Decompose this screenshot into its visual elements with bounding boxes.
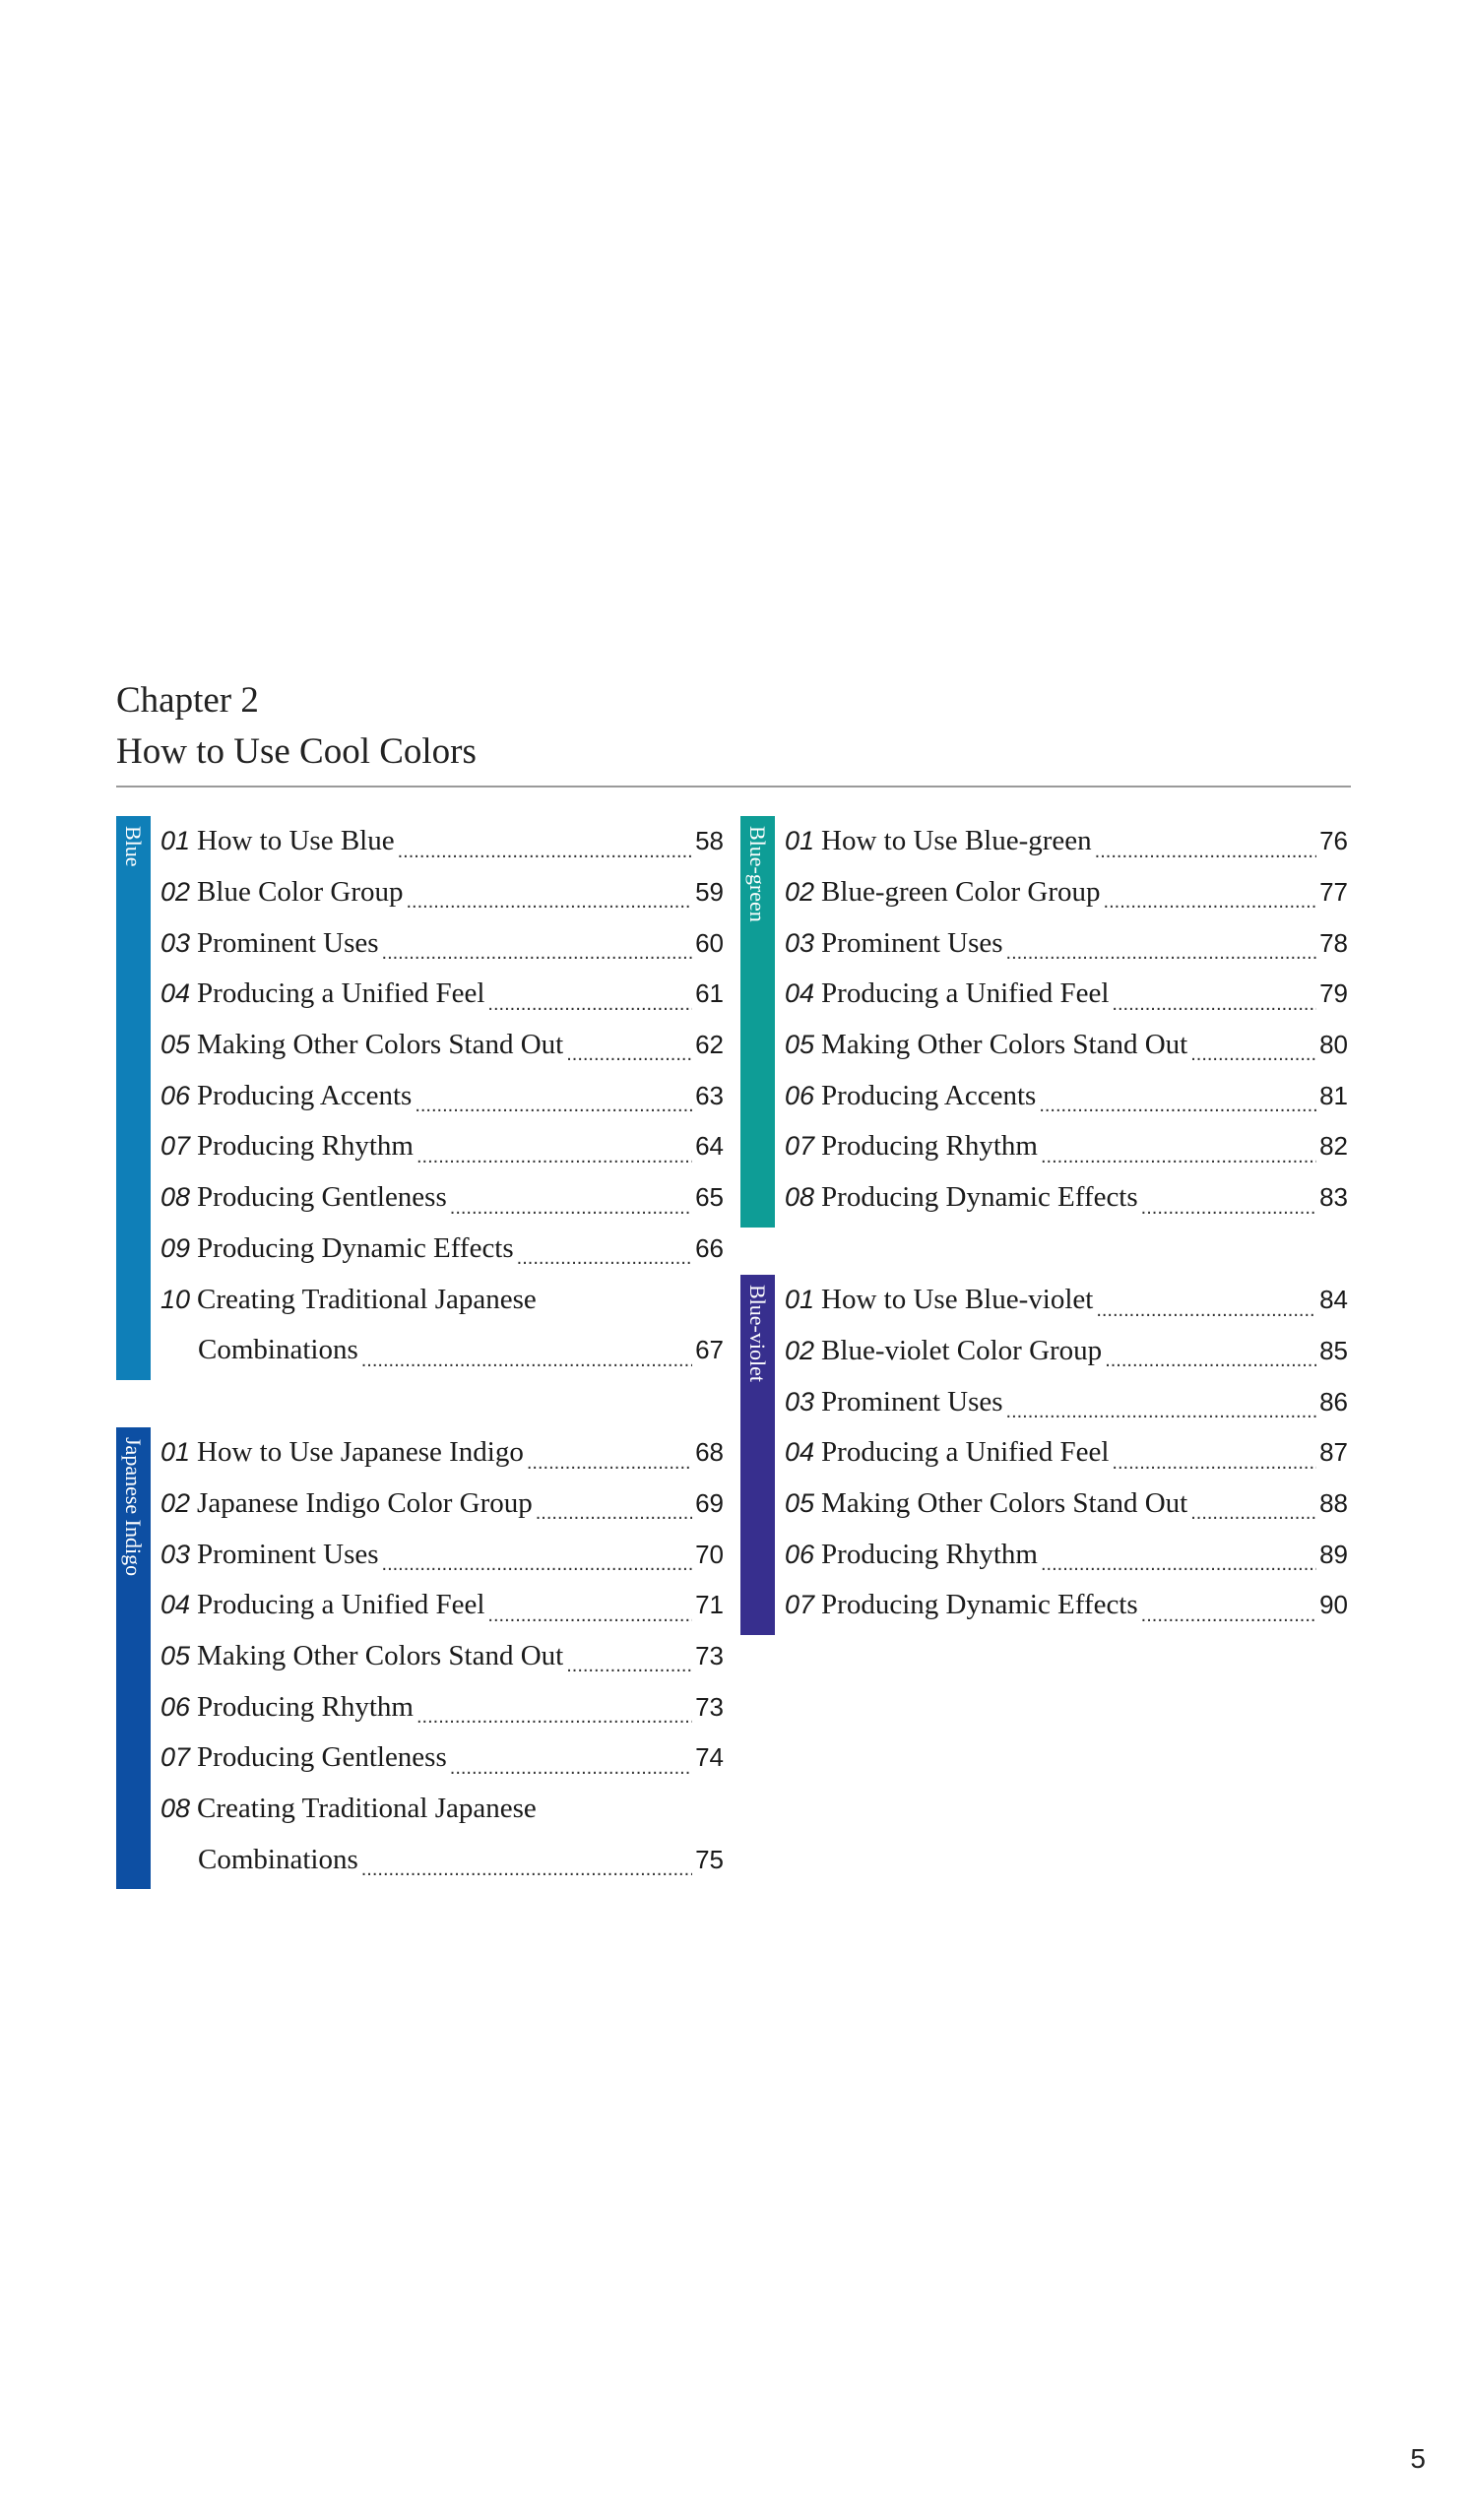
toc-entry-label: Producing Rhythm [197, 1690, 414, 1723]
toc-entry[interactable] [785, 1020, 1348, 1071]
toc-entry-number: 02 [160, 877, 191, 908]
toc-entry-label: Producing Dynamic Effects [821, 1181, 1138, 1214]
toc-entry-label: Making Other Colors Stand Out [821, 1029, 1188, 1061]
toc-entry-label: Producing Accents [197, 1079, 413, 1111]
toc-entry-number: 03 [160, 927, 191, 958]
toc-entry-label: Producing a Unified Feel [197, 977, 485, 1010]
toc-entry[interactable] [160, 867, 724, 918]
toc-entry-label: Combinations [198, 1843, 358, 1875]
toc-entry[interactable] [160, 1224, 724, 1275]
dot-leader [416, 1147, 692, 1172]
toc-entry-page: 85 [1319, 1336, 1348, 1366]
toc-entry-label: Creating Traditional Japanese [197, 1283, 537, 1315]
dot-leader [536, 1503, 692, 1529]
toc-entry[interactable] [785, 1326, 1348, 1377]
toc-entry-label: Producing a Unified Feel [197, 1589, 485, 1621]
toc-entry-number: 08 [160, 1794, 191, 1824]
toc-entry[interactable] [160, 1325, 724, 1376]
dot-leader [1104, 892, 1317, 917]
toc-entry-label: Producing Dynamic Effects [821, 1589, 1138, 1621]
toc-entry-number: 04 [160, 1590, 191, 1620]
toc-entry-label: Making Other Colors Stand Out [821, 1487, 1188, 1520]
toc-entry-page: 73 [695, 1641, 724, 1671]
toc-entry[interactable] [160, 1732, 724, 1784]
toc-entry-page: 90 [1319, 1590, 1348, 1620]
dot-leader [1041, 1147, 1316, 1172]
toc-entry[interactable] [160, 1529, 724, 1580]
toc-entry-number: 01 [785, 826, 815, 856]
dot-leader [1190, 1503, 1316, 1529]
toc-entry[interactable] [785, 1070, 1348, 1121]
toc-entry-label: Producing a Unified Feel [821, 977, 1110, 1010]
toc-entry-label: How to Use Blue [197, 825, 395, 857]
section-tab-blue: Blue [116, 816, 151, 1380]
toc-entry[interactable] [160, 1427, 724, 1479]
toc-entry-label: Prominent Uses [821, 926, 1003, 959]
toc-entry-page: 73 [695, 1691, 724, 1722]
dot-leader [1041, 1554, 1316, 1580]
toc-entry-page: 80 [1319, 1030, 1348, 1060]
dot-leader [1141, 1606, 1316, 1631]
toc-entry-label: Japanese Indigo Color Group [197, 1487, 533, 1520]
chapter-heading [116, 675, 1357, 778]
heading-divider [116, 786, 1351, 788]
toc-entry-page: 83 [1319, 1182, 1348, 1213]
dot-leader [1006, 943, 1317, 969]
dot-leader [361, 1351, 692, 1376]
toc-entry-number: 07 [160, 1131, 191, 1162]
section-tab-blue-green: Blue-green [740, 816, 775, 1228]
toc-entry-page: 64 [695, 1131, 724, 1162]
toc-entry[interactable] [785, 1121, 1348, 1172]
toc-entry-page: 86 [1319, 1386, 1348, 1417]
toc-entry-label: Making Other Colors Stand Out [197, 1640, 564, 1672]
toc-entry-number: 05 [785, 1488, 815, 1519]
toc-entry[interactable] [785, 917, 1348, 969]
toc-entry-number: 10 [160, 1284, 191, 1314]
toc-entry-page: 71 [695, 1590, 724, 1620]
toc-entry[interactable] [785, 1479, 1348, 1530]
dot-leader [566, 1044, 692, 1070]
dot-leader [1190, 1044, 1316, 1070]
toc-entry-label: Producing Accents [821, 1079, 1037, 1111]
dot-leader [1096, 1300, 1316, 1326]
toc-entry-number: 03 [160, 1539, 191, 1569]
toc-entry-number: 02 [785, 1336, 815, 1366]
toc-entry-number: 04 [785, 1437, 815, 1468]
page-number: 5 [1410, 2443, 1426, 2474]
toc-entry-label: How to Use Blue-green [821, 825, 1092, 857]
toc-entry[interactable] [160, 1631, 724, 1682]
toc-entry-number: 04 [160, 978, 191, 1009]
toc-entry[interactable] [160, 917, 724, 969]
dot-leader [361, 1859, 692, 1885]
dot-leader [1112, 1453, 1316, 1479]
toc-entry-number: 03 [785, 927, 815, 958]
toc-entry-page: 74 [695, 1742, 724, 1773]
toc-entry-page: 79 [1319, 978, 1348, 1009]
dot-leader [566, 1656, 692, 1681]
toc-entry[interactable] [785, 816, 1348, 867]
dot-leader [487, 1606, 692, 1631]
toc-entry-page: 58 [695, 826, 724, 856]
toc-entry[interactable] [160, 816, 724, 867]
toc-entry-label: Producing Rhythm [197, 1130, 414, 1163]
dot-leader [406, 892, 692, 917]
toc-entry-number: 01 [785, 1285, 815, 1315]
toc-entry-label: Producing Rhythm [821, 1538, 1038, 1570]
toc-entry-label: Making Other Colors Stand Out [197, 1029, 564, 1061]
toc-entry[interactable] [160, 1580, 724, 1631]
toc-entry[interactable] [785, 1529, 1348, 1580]
toc-entry-page: 88 [1319, 1488, 1348, 1519]
toc-entry-number: 06 [785, 1080, 815, 1110]
toc-entry[interactable] [160, 1835, 724, 1886]
toc-entry-page: 63 [695, 1080, 724, 1110]
toc-entry-number: 05 [160, 1641, 191, 1671]
dot-leader [1095, 842, 1316, 867]
toc-list-japanese-indigo [160, 1427, 724, 1885]
toc-entry-page: 81 [1319, 1080, 1348, 1110]
toc-entry-label: Prominent Uses [821, 1385, 1003, 1418]
toc-entry-label: Creating Traditional Japanese [197, 1793, 537, 1825]
toc-entry-number: 06 [785, 1539, 815, 1569]
toc-entry-page: 69 [695, 1488, 724, 1519]
toc-entry[interactable] [785, 1275, 1348, 1326]
toc-entry-label: How to Use Japanese Indigo [197, 1436, 524, 1469]
toc-entry[interactable] [160, 969, 724, 1020]
toc-entry[interactable] [160, 1479, 724, 1530]
dot-leader [450, 1198, 692, 1224]
toc-entry-label: Blue-violet Color Group [821, 1335, 1103, 1367]
toc-entry-page: 77 [1319, 877, 1348, 908]
toc-entry-page: 78 [1319, 927, 1348, 958]
section-tab-japanese-indigo: Japanese Indigo [116, 1427, 151, 1889]
toc-entry[interactable] [160, 1070, 724, 1121]
toc-entry[interactable] [785, 1376, 1348, 1427]
toc-entry-number: 05 [160, 1030, 191, 1060]
toc-entry-page: 75 [695, 1844, 724, 1874]
toc-entry-label: Producing Dynamic Effects [197, 1231, 514, 1264]
toc-entry-label: How to Use Blue-violet [821, 1284, 1094, 1316]
toc-entry-page: 62 [695, 1030, 724, 1060]
toc-entry[interactable] [785, 1172, 1348, 1224]
toc-entry-page: 65 [695, 1182, 724, 1213]
toc-entry-label: Combinations [198, 1334, 358, 1366]
toc-entry-number: 08 [160, 1182, 191, 1213]
toc-entry-number: 06 [160, 1080, 191, 1110]
toc-entry-page: 60 [695, 927, 724, 958]
dot-leader [517, 1248, 692, 1274]
toc-entry[interactable] [160, 1784, 724, 1835]
toc-entry-label: Producing a Unified Feel [821, 1436, 1110, 1469]
toc-entry-label: Producing Gentleness [197, 1181, 447, 1214]
dot-leader [487, 994, 692, 1020]
toc-entry-label: Blue Color Group [197, 876, 404, 909]
toc-list-blue-green [785, 816, 1348, 1224]
toc-entry-number: 05 [785, 1030, 815, 1060]
toc-entry-page: 61 [695, 978, 724, 1009]
dot-leader [527, 1453, 692, 1479]
toc-entry-number: 07 [160, 1742, 191, 1773]
toc-entry-label: Blue-green Color Group [821, 876, 1101, 909]
toc-entry-number: 07 [785, 1590, 815, 1620]
dot-leader [1141, 1198, 1316, 1224]
dot-leader [1105, 1351, 1316, 1376]
toc-entry-number: 02 [785, 877, 815, 908]
toc-entry-page: 84 [1319, 1285, 1348, 1315]
toc-entry-number: 09 [160, 1232, 191, 1263]
toc-entry[interactable] [785, 867, 1348, 918]
toc-list-blue [160, 816, 724, 1376]
toc-entry-label: Producing Gentleness [197, 1741, 447, 1774]
toc-list-blue-violet [785, 1275, 1348, 1631]
toc-entry-number: 02 [160, 1488, 191, 1519]
toc-entry-number: 01 [160, 1437, 191, 1468]
chapter-label: Chapter 2 [116, 680, 259, 721]
dot-leader [1112, 994, 1316, 1020]
dot-leader [450, 1758, 692, 1784]
toc-entry-number: 01 [160, 826, 191, 856]
dot-leader [398, 842, 692, 867]
dot-leader [382, 1554, 693, 1580]
chapter-title: How to Use Cool Colors [116, 731, 477, 772]
toc-entry[interactable] [160, 1681, 724, 1732]
toc-entry-page: 66 [695, 1232, 724, 1263]
toc-entry-page: 59 [695, 877, 724, 908]
toc-entry-page: 87 [1319, 1437, 1348, 1468]
toc-entry[interactable] [785, 1580, 1348, 1631]
toc-entry[interactable] [160, 1121, 724, 1172]
toc-entry-page: 67 [695, 1335, 724, 1365]
toc-entry-page: 89 [1319, 1539, 1348, 1569]
toc-entry-page: 76 [1319, 826, 1348, 856]
toc-entry-label: Producing Rhythm [821, 1130, 1038, 1163]
toc-entry-page: 82 [1319, 1131, 1348, 1162]
section-tab-blue-violet: Blue-violet [740, 1275, 775, 1635]
toc-entry-label: Prominent Uses [197, 1538, 379, 1570]
toc-entry-number: 04 [785, 978, 815, 1009]
toc-entry[interactable] [785, 1427, 1348, 1479]
dot-leader [415, 1096, 692, 1121]
dot-leader [382, 943, 693, 969]
toc-entry-number: 06 [160, 1691, 191, 1722]
toc-entry-page: 68 [695, 1437, 724, 1468]
toc-entry-label: Prominent Uses [197, 926, 379, 959]
toc-entry-number: 07 [785, 1131, 815, 1162]
toc-entry-number: 08 [785, 1182, 815, 1213]
toc-entry[interactable] [160, 1274, 724, 1325]
toc-entry[interactable] [160, 1172, 724, 1224]
dot-leader [1039, 1096, 1316, 1121]
toc-entry-page: 70 [695, 1539, 724, 1569]
toc-entry[interactable] [785, 969, 1348, 1020]
toc-entry-number: 03 [785, 1386, 815, 1417]
dot-leader [416, 1707, 692, 1732]
toc-entry[interactable] [160, 1020, 724, 1071]
dot-leader [1006, 1402, 1317, 1427]
